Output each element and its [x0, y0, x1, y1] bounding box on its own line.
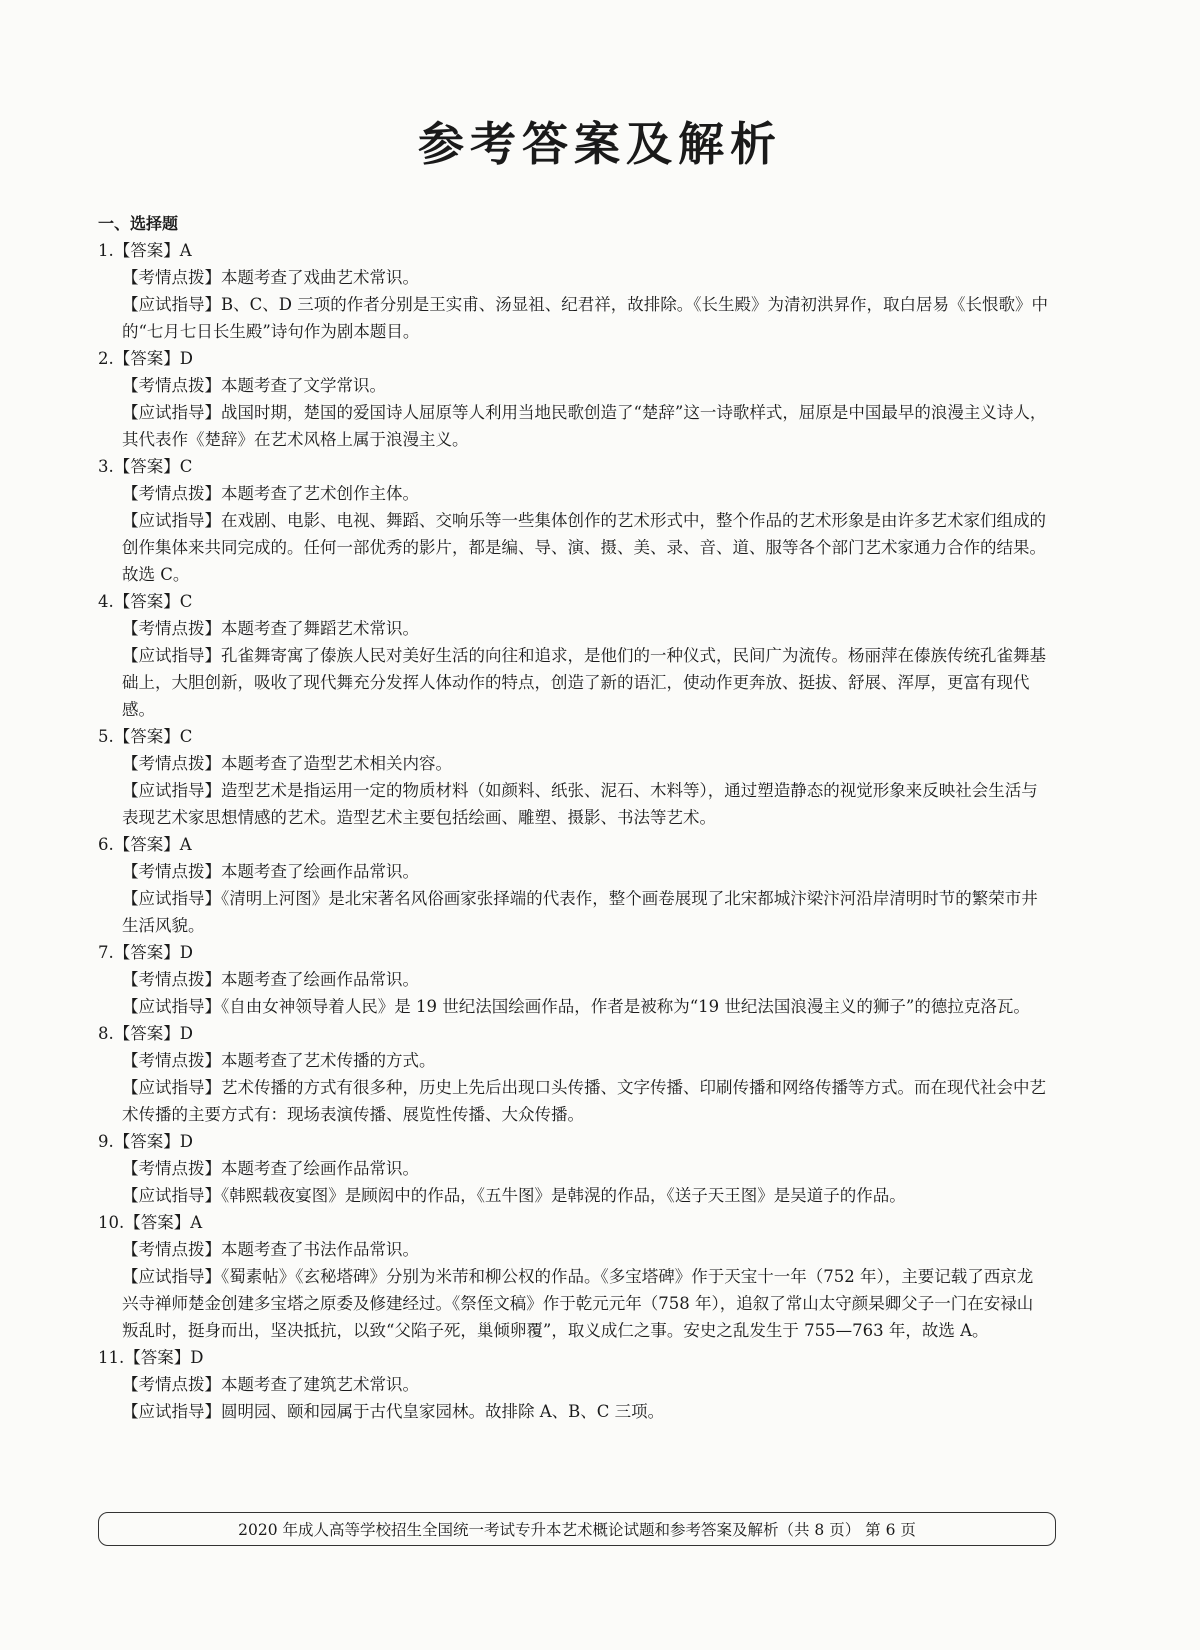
exam-guide: 【应试指导】《自由女神领导着人民》是 19 世纪法国绘画作品，作者是被称为“19 世纪法国浪漫主义的狮子”的德拉克洛瓦。 — [122, 997, 1030, 1016]
answer-line: 【答案】D — [113, 1132, 193, 1151]
exam-guide: 【应试指导】圆明园、颐和园属于古代皇家园林。故排除 A、B、C 三项。 — [122, 1402, 665, 1421]
exam-guide: 【应试指导】《韩熙载夜宴图》是顾闳中的作品，《五牛图》是韩滉的作品，《送子天王图》是吴道子的作品。 — [122, 1186, 906, 1205]
question-5 — [98, 723, 1048, 831]
question-4 — [98, 588, 1048, 723]
question-10 — [98, 1209, 1048, 1344]
exam-guide: 【应试指导】在戏剧、电影、电视、舞蹈、交响乐等一些集体创作的艺术形式中，整个作品的艺术形象是由许多艺术家们组成的创作集体来共同完成的。任何一部优秀的影片，都是编、导、演、摄、美、录、音、道、服等各个部门艺术家通力合作的结果。故选 C。 — [122, 511, 1046, 584]
question-6 — [98, 831, 1048, 939]
exam-point: 【考情点拨】本题考查了戏曲艺术常识。 — [122, 268, 419, 287]
question-number: 3. — [98, 457, 114, 476]
question-number: 6. — [98, 835, 114, 854]
question-number: 11. — [98, 1348, 125, 1367]
exam-point: 【考情点拨】本题考查了书法作品常识。 — [122, 1240, 419, 1259]
question-3 — [98, 453, 1048, 588]
question-number: 10. — [98, 1213, 125, 1232]
exam-guide: 【应试指导】《清明上河图》是北宋著名风俗画家张择端的代表作，整个画卷展现了北宋都城汴梁汴河沿岸清明时节的繁荣市井生活风貌。 — [122, 889, 1038, 935]
answer-content — [98, 210, 1048, 1425]
page-footer: 2020 年成人高等学校招生全国统一考试专升本艺术概论试题和参考答案及解析（共 8 页） 第 6 页 — [98, 1512, 1056, 1546]
exam-guide: 【应试指导】B、C、D 三项的作者分别是王实甫、汤显祖、纪君祥，故排除。《长生殿》为清初洪昇作，取白居易《长恨歌》中的“七月七日长生殿”诗句作为剧本题目。 — [122, 295, 1048, 341]
page-title: 参考答案及解析 — [418, 117, 782, 171]
answer-line: 【答案】C — [113, 592, 193, 611]
exam-point: 【考情点拨】本题考查了艺术创作主体。 — [122, 484, 419, 503]
question-number: 7. — [98, 943, 114, 962]
answer-line: 【答案】A — [113, 241, 192, 260]
question-number: 1. — [98, 241, 114, 260]
exam-guide: 【应试指导】战国时期，楚国的爱国诗人屈原等人利用当地民歌创造了“楚辞”这一诗歌样式，屈原是中国最早的浪漫主义诗人，其代表作《楚辞》在艺术风格上属于浪漫主义。 — [122, 403, 1047, 449]
exam-guide: 【应试指导】艺术传播的方式有很多种，历史上先后出现口头传播、文字传播、印刷传播和网络传播等方式。而在现代社会中艺术传播的主要方式有：现场表演传播、展览性传播、大众传播。 — [122, 1078, 1046, 1124]
exam-point: 【考情点拨】本题考查了舞蹈艺术常识。 — [122, 619, 419, 638]
question-8 — [98, 1020, 1048, 1128]
answer-line: 【答案】D — [113, 943, 193, 962]
answer-line: 【答案】C — [113, 727, 193, 746]
exam-point: 【考情点拨】本题考查了绘画作品常识。 — [122, 970, 419, 989]
exam-point: 【考情点拨】本题考查了造型艺术相关内容。 — [122, 754, 452, 773]
exam-guide: 【应试指导】造型艺术是指运用一定的物质材料（如颜料、纸张、泥石、木料等），通过塑造静态的视觉形象来反映社会生活与表现艺术家思想情感的艺术。造型艺术主要包括绘画、雕塑、摄影、书法等艺术。 — [122, 781, 1038, 827]
question-11 — [98, 1344, 1048, 1425]
question-number: 8. — [98, 1024, 114, 1043]
question-9 — [98, 1128, 1048, 1209]
answer-line: 【答案】A — [113, 835, 192, 854]
question-1 — [98, 237, 1048, 345]
answer-line: 【答案】D — [113, 349, 193, 368]
exam-point: 【考情点拨】本题考查了艺术传播的方式。 — [122, 1051, 436, 1070]
question-2 — [98, 345, 1048, 453]
answer-line: 【答案】A — [124, 1213, 203, 1232]
section-heading: 一、选择题 — [98, 214, 179, 233]
exam-point: 【考情点拨】本题考查了绘画作品常识。 — [122, 1159, 419, 1178]
question-7 — [98, 939, 1048, 1020]
answer-line: 【答案】D — [124, 1348, 204, 1367]
question-number: 9. — [98, 1132, 114, 1151]
question-number: 4. — [98, 592, 114, 611]
question-number: 5. — [98, 727, 114, 746]
exam-guide: 【应试指导】《蜀素帖》《玄秘塔碑》分别为米芾和柳公权的作品。《多宝塔碑》作于天宝十一年（752 年），主要记载了西京龙兴寺禅师楚金创建多宝塔之原委及修建经过。《祭侄文稿》作于乾元元年（758 年），追叙了常山太守颜杲卿父子一门在安禄山叛乱时，挺身而出，坚决抵抗，以致“父陷子死，巢倾卵覆”，取义成仁之事。安史之乱发生于 755—763 年，故选 A。 — [122, 1267, 1034, 1340]
exam-point: 【考情点拨】本题考查了文学常识。 — [122, 376, 386, 395]
exam-guide: 【应试指导】孔雀舞寄寓了傣族人民对美好生活的向往和追求，是他们的一种仪式，民间广为流传。杨丽萍在傣族传统孔雀舞基础上，大胆创新，吸收了现代舞充分发挥人体动作的特点，创造了新的语汇，使动作更奔放、挺拔、舒展、浑厚，更富有现代感。 — [122, 646, 1046, 719]
exam-point: 【考情点拨】本题考查了绘画作品常识。 — [122, 862, 419, 881]
answer-line: 【答案】D — [113, 1024, 193, 1043]
answer-line: 【答案】C — [113, 457, 193, 476]
question-number: 2. — [98, 349, 114, 368]
exam-point: 【考情点拨】本题考查了建筑艺术常识。 — [122, 1375, 419, 1394]
